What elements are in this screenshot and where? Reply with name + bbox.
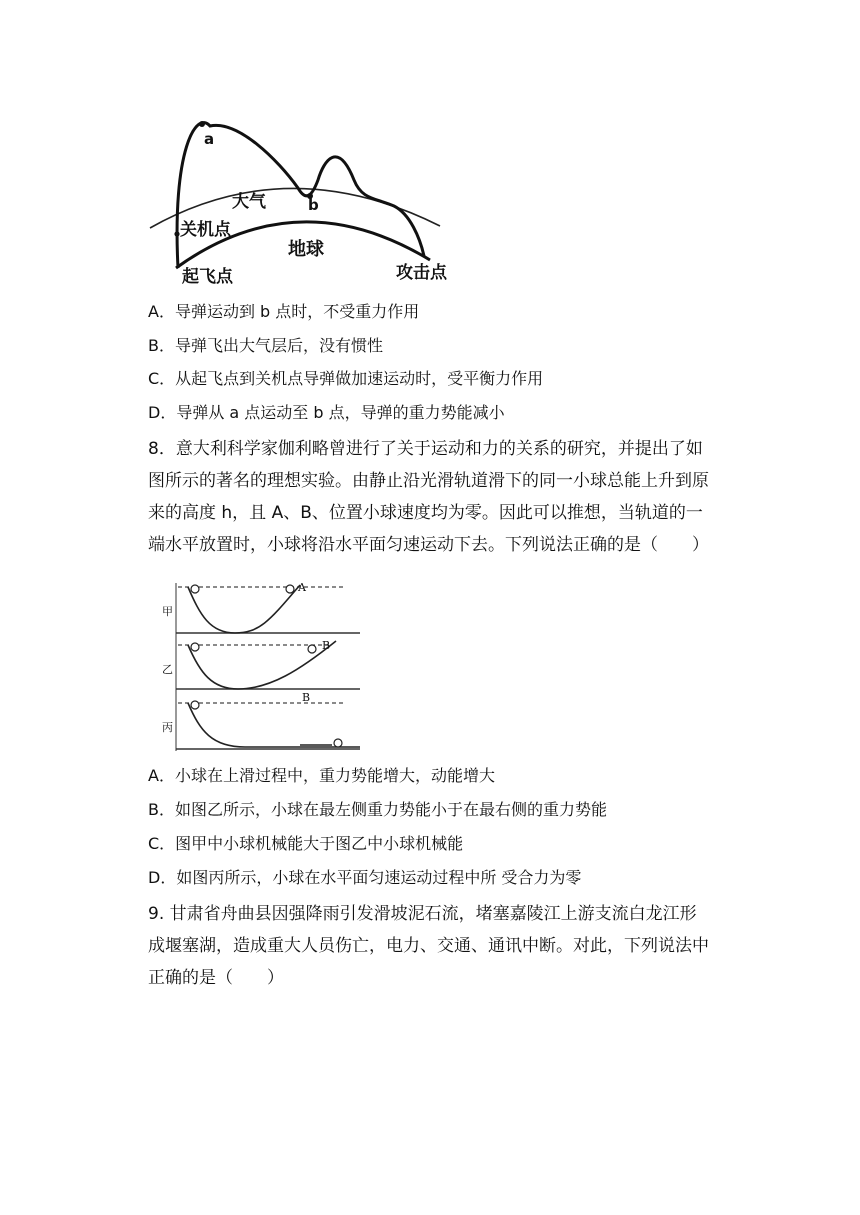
ball-yi-start — [191, 643, 199, 651]
shutdown-point-marker — [174, 231, 179, 236]
q8-stem-line: 8．意大利科学家伽利略曾进行了关于运动和力的关系的研究，并提出了如 — [148, 439, 703, 459]
galileo-experiment-figure — [160, 575, 370, 755]
q7-option-a: A．导弹运动到 b 点时，不受重力作用 — [148, 302, 420, 321]
label-launch-point: 起飞点 — [182, 267, 233, 287]
label-bing: 丙 — [162, 721, 173, 734]
ball-yi-end — [308, 645, 316, 653]
label-atmosphere: 大气 — [232, 192, 266, 212]
track-jia — [188, 585, 300, 633]
label-B-top: B — [322, 639, 331, 652]
ball-bing-end — [334, 739, 342, 747]
q7-option-d: D．导弹从 a 点运动至 b 点，导弹的重力势能减小 — [148, 403, 505, 422]
point-a-marker — [199, 121, 205, 127]
label-b: b — [308, 196, 319, 214]
q8-stem — [148, 433, 718, 561]
label-target-point: 攻击点 — [396, 263, 447, 283]
ball-jia-end — [286, 585, 294, 593]
q8-stem-line: 来的高度 h，且 A、B、位置小球速度均为零。因此可以推想，当轨道的一 — [148, 503, 703, 523]
label-B-line: B — [302, 691, 311, 704]
q8-option-c: C．图甲中小球机械能大于图乙中小球机械能 — [148, 834, 464, 853]
label-A: A — [298, 581, 306, 594]
label-a: a — [204, 130, 215, 148]
q7-option-b: B．导弹飞出大气层后，没有惯性 — [148, 336, 383, 355]
label-shutdown-point: 关机点 — [180, 220, 231, 240]
q9-stem-line: 成堰塞湖，造成重大人员伤亡，电力、交通、通讯中断。对此，下列说法中 — [148, 936, 709, 956]
q8-stem-line: 端水平放置时，小球将沿水平面匀速运动下去。下列说法正确的是（ ） — [148, 535, 709, 555]
q9-stem-line: 9. 甘肃省舟曲县因强降雨引发滑坡泥石流，堵塞嘉陵江上游支流白龙江形 — [148, 904, 697, 924]
q7-option-c: C．从起飞点到关机点导弹做加速运动时，受平衡力作用 — [148, 369, 544, 388]
label-jia: 甲 — [162, 605, 173, 618]
ball-jia-start — [191, 585, 199, 593]
missile-trajectory-figure — [148, 110, 448, 290]
ball-bing-start — [191, 701, 199, 709]
track-bing — [188, 703, 360, 747]
q9-stem — [148, 898, 718, 994]
q8-stem-line: 图所示的著名的理想实验。由静止沿光滑轨道滑下的同一小球总能上升到原 — [148, 471, 709, 491]
q8-option-d: D．如图丙所示，小球在水平面匀速运动过程中所 受合力为零 — [148, 868, 582, 887]
q8-option-a: A．小球在上滑过程中，重力势能增大，动能增大 — [148, 766, 495, 785]
label-yi: 乙 — [162, 663, 173, 676]
label-earth: 地球 — [288, 239, 324, 260]
q8-option-b: B．如图乙所示，小球在最左侧重力势能小于在最右侧的重力势能 — [148, 800, 607, 819]
q9-stem-line: 正确的是（ ） — [148, 968, 284, 988]
